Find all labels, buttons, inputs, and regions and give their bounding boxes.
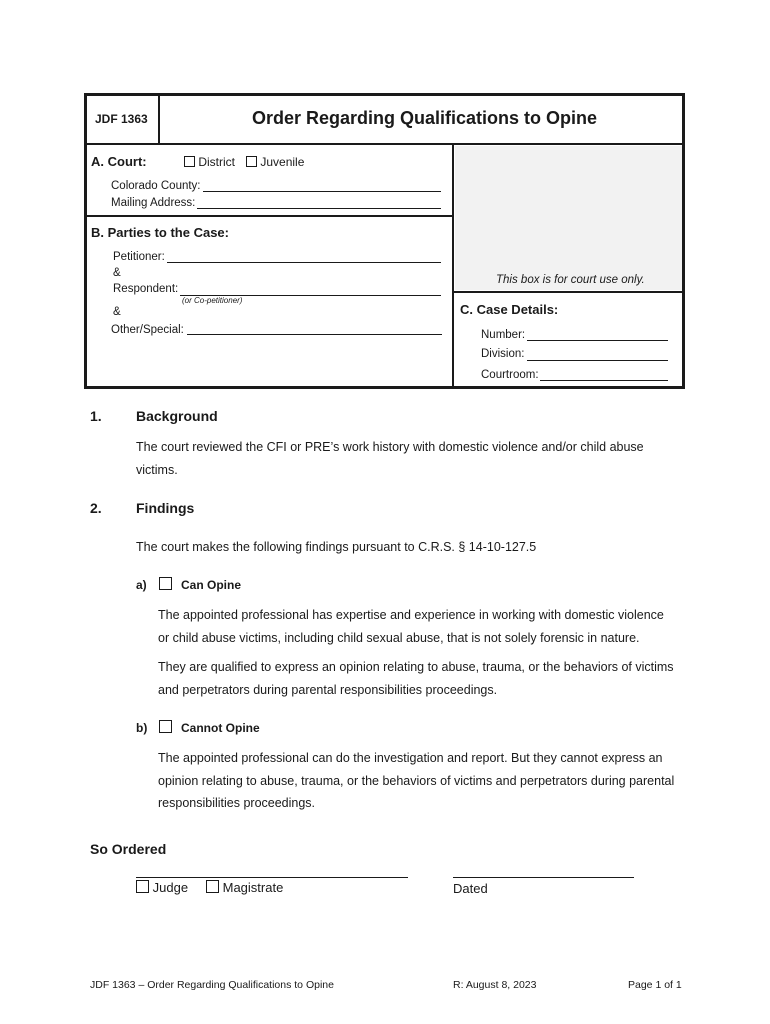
mailing-field[interactable] xyxy=(197,208,441,209)
other-field[interactable] xyxy=(187,334,442,335)
other-label: Other/Special: xyxy=(111,324,184,336)
court-use-note: This box is for court use only. xyxy=(496,274,645,286)
cannot-opine-line-3: responsibilities proceedings. xyxy=(158,796,316,810)
judge-option[interactable] xyxy=(136,880,188,895)
district-option[interactable] xyxy=(184,155,235,169)
can-opine-text xyxy=(158,604,674,701)
section-2-heading: Findings xyxy=(136,500,195,516)
page-title: Order Regarding Qualifications to Opine xyxy=(252,108,598,128)
form-id-divider xyxy=(158,93,160,144)
finding-a-label: a) xyxy=(136,578,147,592)
magistrate-label: Magistrate xyxy=(222,880,284,895)
division-label: Division: xyxy=(481,348,525,360)
finding-b-label: b) xyxy=(136,721,148,735)
footer-page-number: Page 1 of 1 xyxy=(628,979,682,991)
cannot-opine-checkbox[interactable] xyxy=(159,720,172,733)
column-divider xyxy=(452,143,454,389)
form-id: JDF 1363 xyxy=(95,112,148,126)
so-ordered-heading: So Ordered xyxy=(90,841,167,857)
cannot-opine-line-1: The appointed professional can do the investigation and report. But they cannot express an xyxy=(158,751,663,765)
section-a-b-divider xyxy=(84,215,454,217)
magistrate-option[interactable] xyxy=(206,880,283,895)
section-2-intro: The court makes the following findings pursuant to C.R.S. § 14-10-127.5 xyxy=(136,540,537,554)
court-use-area xyxy=(455,146,682,290)
district-label: District xyxy=(198,155,236,169)
section-1-line-2: victims. xyxy=(136,462,178,477)
ampersand-1: & xyxy=(113,267,121,279)
case-number-field[interactable] xyxy=(527,340,668,341)
court-label: A. Court: xyxy=(91,154,147,169)
can-opine-checkbox[interactable] xyxy=(159,577,172,590)
judge-checkbox[interactable] xyxy=(136,880,149,893)
parties-label: B. Parties to the Case: xyxy=(91,225,229,240)
footer-form-title: JDF 1363 – Order Regarding Qualifications to Opine xyxy=(90,979,334,991)
petitioner-field[interactable] xyxy=(167,262,441,263)
section-1-text xyxy=(136,436,644,481)
can-opine-line-3: They are qualified to express an opinion relating to abuse, trauma, or the behaviors of victims xyxy=(158,660,674,674)
footer-revision: R: August 8, 2023 xyxy=(453,979,537,991)
magistrate-checkbox[interactable] xyxy=(206,880,219,893)
can-opine-heading: Can Opine xyxy=(181,578,242,592)
courtroom-field[interactable] xyxy=(540,380,668,381)
co-petitioner-note: (or Co-petitioner) xyxy=(182,296,243,305)
courtroom-label: Courtroom: xyxy=(481,369,539,381)
can-opine-line-1: The appointed professional has expertise and experience in working with domestic violence xyxy=(158,608,664,622)
juvenile-option[interactable] xyxy=(246,155,304,169)
signature-line[interactable] xyxy=(136,877,408,878)
district-checkbox[interactable] xyxy=(184,156,195,167)
county-label: Colorado County: xyxy=(111,180,201,192)
division-field[interactable] xyxy=(527,360,668,361)
cannot-opine-heading: Cannot Opine xyxy=(181,721,260,735)
case-details-label: C. Case Details: xyxy=(460,302,559,317)
juvenile-checkbox[interactable] xyxy=(246,156,257,167)
juvenile-label: Juvenile xyxy=(260,155,305,169)
cannot-opine-text xyxy=(158,747,674,815)
section-2-number: 2. xyxy=(90,500,102,516)
dated-label: Dated xyxy=(453,881,488,896)
ampersand-2: & xyxy=(113,306,121,318)
title-divider xyxy=(84,143,685,145)
county-field[interactable] xyxy=(203,191,441,192)
cannot-opine-line-2: opinion relating to abuse, trauma, or the behaviors of victims and perpetrators during parental xyxy=(158,773,675,788)
section-1-line-1: The court reviewed the CFI or PRE’s work history with domestic violence and/or child abuse xyxy=(136,440,644,454)
section-c-divider xyxy=(452,291,685,293)
can-opine-line-4: and perpetrators during parental responsibilities proceedings. xyxy=(158,682,498,697)
section-1-number: 1. xyxy=(90,408,102,424)
section-1-heading: Background xyxy=(136,408,218,424)
date-line[interactable] xyxy=(453,877,634,878)
mailing-label: Mailing Address: xyxy=(111,197,196,209)
respondent-label: Respondent: xyxy=(113,283,179,295)
case-number-label: Number: xyxy=(481,329,526,341)
petitioner-label: Petitioner: xyxy=(113,251,165,263)
judge-label: Judge xyxy=(152,880,189,895)
can-opine-line-2: or child abuse victims, including child sexual abuse, that is not solely forensic in nature. xyxy=(158,630,640,645)
